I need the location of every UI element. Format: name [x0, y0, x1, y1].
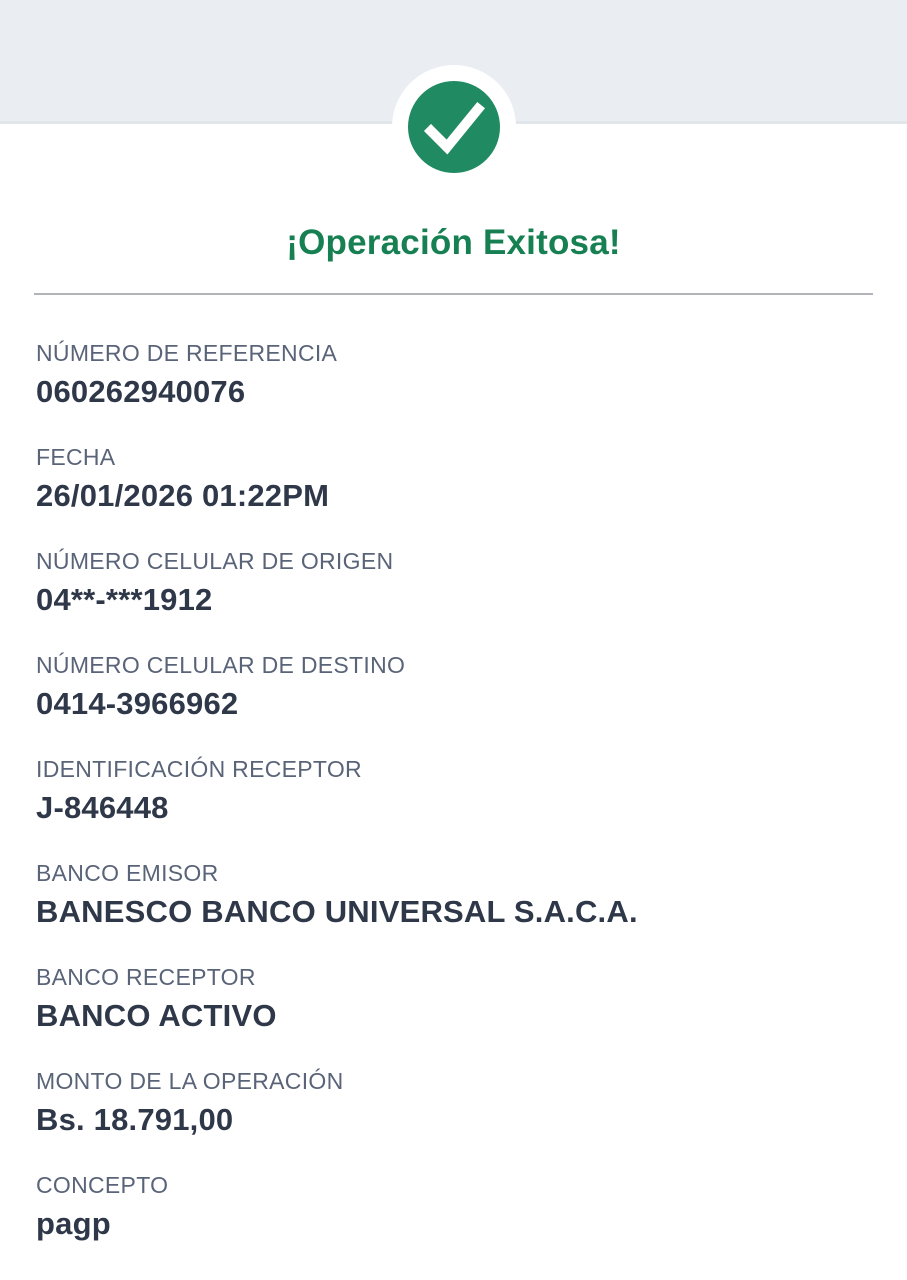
field-reference-number [36, 339, 871, 411]
field-value: 0414-3966962 [36, 686, 239, 721]
field-value: BANESCO BANCO UNIVERSAL S.A.C.A. [36, 894, 638, 929]
field-operation-amount [36, 1067, 871, 1139]
field-issuer-bank [36, 859, 871, 931]
field-label: MONTO DE LA OPERACIÓN [36, 1068, 344, 1094]
success-title: ¡Operación Exitosa! [286, 223, 621, 262]
field-value: 04**-***1912 [36, 582, 213, 617]
field-label: FECHA [36, 444, 116, 470]
field-label: NÚMERO CELULAR DE DESTINO [36, 652, 406, 678]
field-label: IDENTIFICACIÓN RECEPTOR [36, 756, 362, 782]
field-origin-phone [36, 547, 871, 619]
field-date [36, 443, 871, 515]
field-value: BANCO ACTIVO [36, 998, 277, 1033]
field-receiver-bank [36, 963, 871, 1035]
field-value: J-846448 [36, 790, 169, 825]
field-label: NÚMERO DE REFERENCIA [36, 340, 338, 366]
field-destination-phone [36, 651, 871, 723]
field-value: pagp [36, 1206, 111, 1241]
field-label: BANCO RECEPTOR [36, 964, 256, 990]
success-badge [392, 65, 516, 189]
receipt-details [0, 295, 907, 1243]
field-value: 26/01/2026 01:22PM [36, 478, 330, 513]
field-label: CONCEPTO [36, 1172, 169, 1198]
field-value: Bs. 18.791,00 [36, 1102, 234, 1137]
field-label: BANCO EMISOR [36, 860, 219, 886]
check-circle-icon [408, 81, 500, 173]
field-receiver-id [36, 755, 871, 827]
field-value: 060262940076 [36, 374, 246, 409]
field-label: NÚMERO CELULAR DE ORIGEN [36, 548, 394, 574]
field-concept [36, 1171, 871, 1243]
